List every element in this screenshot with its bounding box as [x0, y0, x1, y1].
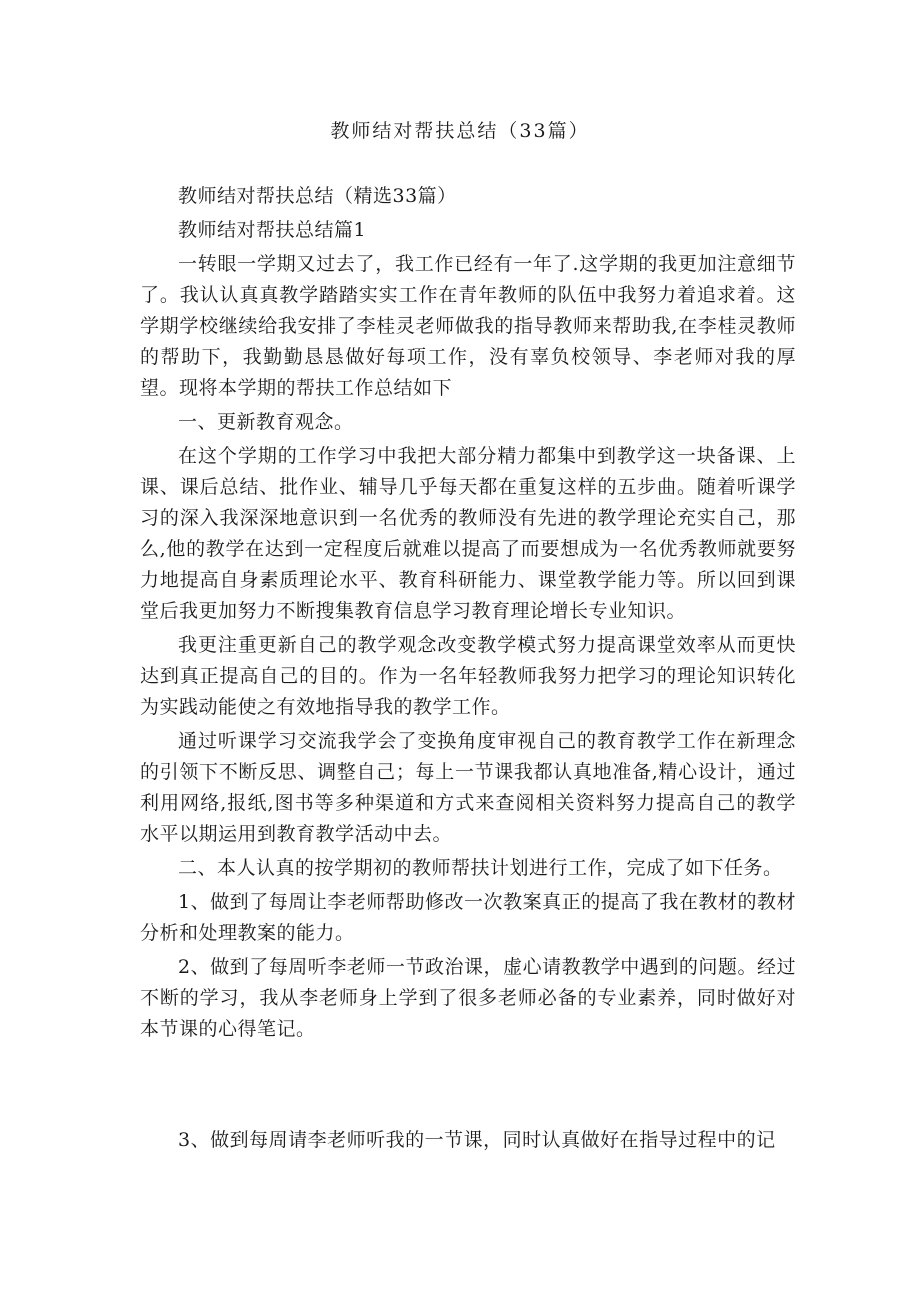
body-paragraph: 一转眼一学期又过去了，我工作已经有一年了.这学期的我更加注意细节了。我认认真真教学踏踏实实工作在青年教师的队伍中我努力着追求着。这学期学校继续给我安排了李桂灵老师做我的指导教师来帮助我,在李桂灵教师的帮助下，我勤勤恳恳做好每项工作，没有辜负校领导、李老师对我的厚望。现将本学期的帮扶工作总结如下	[140, 253, 796, 399]
list-item-paragraph: 2、做到了每周听李老师一节政治课，虚心请教教学中遇到的问题。经过不断的学习，我从李老师身上学到了很多老师必备的专业素养，同时做好对本节课的心得笔记。	[140, 956, 796, 1040]
section-heading-paragraph: 教师结对帮扶总结篇1	[178, 219, 367, 241]
list-item-paragraph: 1、做到了每周让李老师帮助修改一次教案真正的提高了我在教材的教材分析和处理教案的能力。	[140, 891, 796, 944]
document-body	[140, 181, 796, 1048]
heading-paragraph: 一、更新教育观念。	[178, 411, 354, 433]
subtitle-paragraph: 教师结对帮扶总结（精选33篇）	[178, 185, 457, 207]
body-paragraph: 我更注重更新自己的教学观念改变教学模式努力提高课堂效率从而更快达到真正提高自己的目的。作为一名年轻教师我努力把学习的理论知识转化为实践动能使之有效地指导我的教学工作。	[140, 634, 796, 718]
list-item-paragraph: 3、做到每周请李老师听我的一节课，同时认真做好在指导过程中的记	[178, 1129, 776, 1151]
body-paragraph: 在这个学期的工作学习中我把大部分精力都集中到教学这一块备课、上课、课后总结、批作业、辅导几乎每天都在重复这样的五步曲。随着听课学习的深入我深深地意识到一名优秀的教师没有先进的教学理论充实自己，那么,他的教学在达到一定程度后就难以提高了而要想成为一名优秀教师就要努力地提高自身素质理论水平、教育科研能力、课堂教学能力等。所以回到课堂后我更加努力不断搜集教育信息学习教育理论增长专业知识。	[140, 445, 796, 622]
document-title: 教师结对帮扶总结（33篇）	[330, 120, 590, 142]
heading-paragraph: 二、本人认真的按学期初的教师帮扶计划进行工作，完成了如下任务。	[178, 857, 783, 879]
body-paragraph: 通过听课学习交流我学会了变换角度审视自己的教育教学工作在新理念的引领下不断反思、调整自己；每上一节课我都认真地准备,精心设计，通过利用网络,报纸,图书等多种渠道和方式来查阅相关资料努力提高自己的教学水平以期运用到教育教学活动中去。	[140, 730, 796, 845]
